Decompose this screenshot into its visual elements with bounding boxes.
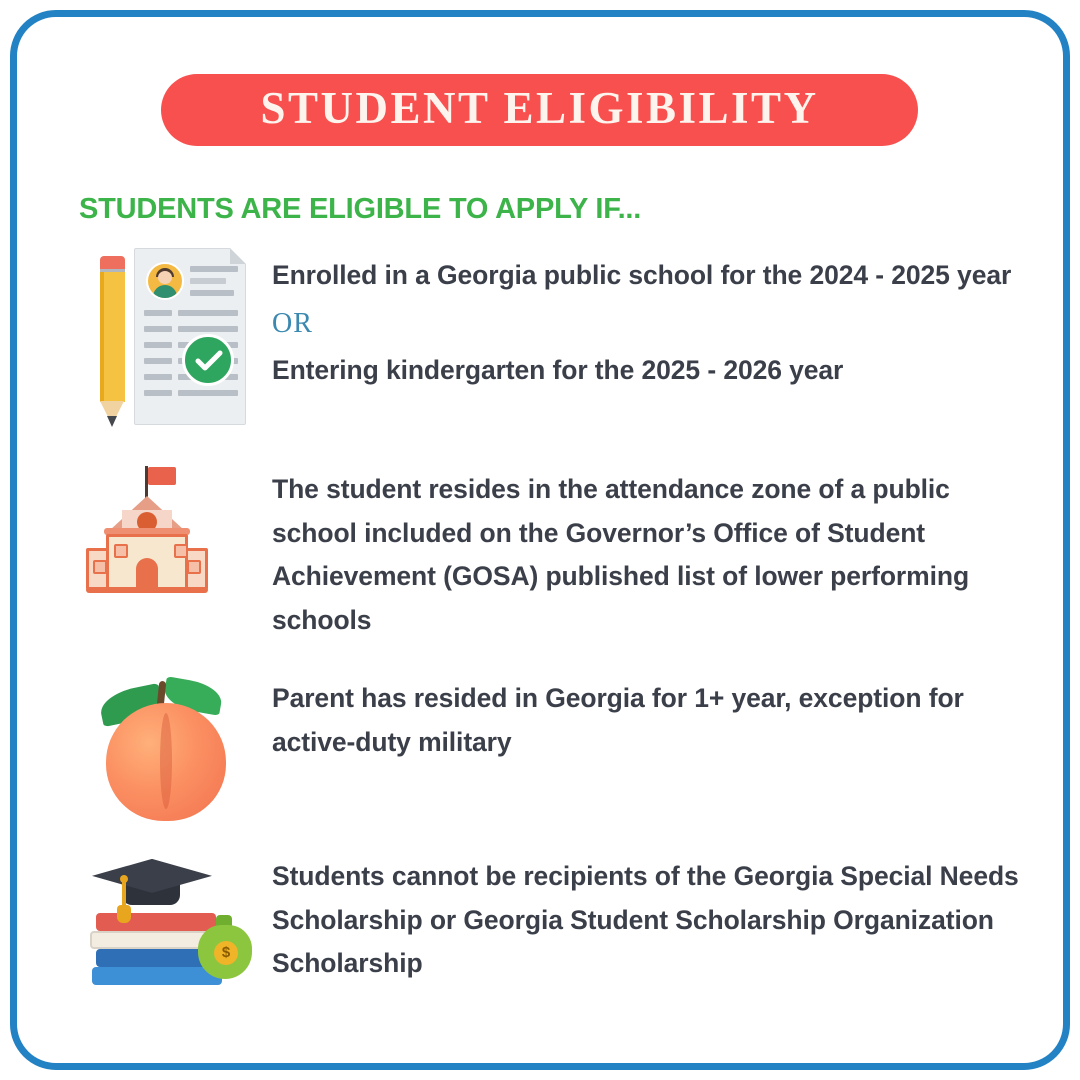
- eligibility-text-enrolled: Enrolled in a Georgia public school for the 2024 - 2025 year: [272, 260, 1012, 290]
- page-title: STUDENT ELIGIBILITY: [260, 83, 819, 133]
- building-base: [86, 587, 208, 593]
- pencil-icon: [98, 256, 128, 428]
- list-item-icon-slot: [72, 849, 272, 993]
- document-with-pencil-icon: [98, 248, 246, 434]
- list-item: [72, 849, 1032, 993]
- book-shape: [92, 967, 222, 985]
- tassel-string: [122, 881, 126, 907]
- text-line: [144, 342, 172, 348]
- list-item: [72, 248, 1032, 434]
- avatar: [146, 262, 184, 300]
- eligibility-text-scholarship-exclusion: Students cannot be recipients of the Georgia Special Needs Scholarship or Georgia Student Scholarship Organization Scholarship: [272, 860, 1019, 979]
- window-shape: [187, 560, 201, 574]
- eligibility-text-attendance-zone: The student resides in the attendance zone of a public school included on the Governor’s Office of Student Achievement (GOSA) published list of lower performing schools: [272, 474, 970, 636]
- section-subtitle: STUDENTS ARE ELIGIBLE TO APPLY IF...: [79, 193, 642, 225]
- cap-board: [92, 859, 212, 893]
- peach-icon: [92, 675, 252, 825]
- school-building-icon: [86, 466, 258, 608]
- text-line: [190, 290, 234, 296]
- text-line: [178, 326, 238, 332]
- text-line: [144, 310, 172, 316]
- list-item: [72, 671, 1032, 825]
- text-line: [178, 390, 238, 396]
- eligibility-list: [72, 248, 1032, 1011]
- graduation-cap-books-icon: [86, 853, 258, 993]
- list-item-body: [272, 671, 1032, 764]
- text-line: [144, 374, 172, 380]
- or-separator: OR: [272, 307, 313, 339]
- book-shape: [96, 913, 216, 931]
- title-banner: [161, 74, 918, 146]
- check-badge-icon: [182, 334, 234, 386]
- text-line: [190, 266, 238, 272]
- avatar-head: [158, 271, 172, 284]
- text-line: [144, 390, 172, 396]
- list-item-body: [272, 849, 1032, 986]
- list-item-body: [272, 462, 1032, 643]
- window-shape: [174, 544, 188, 558]
- text-line: [144, 358, 172, 364]
- door-shape: [136, 558, 158, 590]
- eligibility-text-residency: Parent has resided in Georgia for 1+ year, exception for active-duty military: [272, 682, 964, 757]
- text-line: [190, 278, 226, 284]
- tassel-end: [117, 905, 131, 923]
- list-item-icon-slot: [72, 462, 272, 608]
- peach-crease: [160, 713, 172, 809]
- pencil-lead: [107, 416, 117, 427]
- text-line: [144, 326, 172, 332]
- window-shape: [114, 544, 128, 558]
- eligibility-text-kindergarten: Entering kindergarten for the 2025 - 2026 year: [272, 354, 844, 385]
- flag-icon: [148, 467, 176, 485]
- list-item: [72, 462, 1032, 643]
- text-line: [178, 310, 238, 316]
- money-symbol: $: [214, 941, 238, 965]
- window-shape: [93, 560, 107, 574]
- pencil-eraser: [100, 256, 125, 270]
- avatar-body: [153, 285, 177, 300]
- list-item-body: [272, 248, 1032, 392]
- list-item-icon-slot: [72, 248, 272, 434]
- pencil-body: [100, 272, 125, 402]
- list-item-icon-slot: [72, 671, 272, 825]
